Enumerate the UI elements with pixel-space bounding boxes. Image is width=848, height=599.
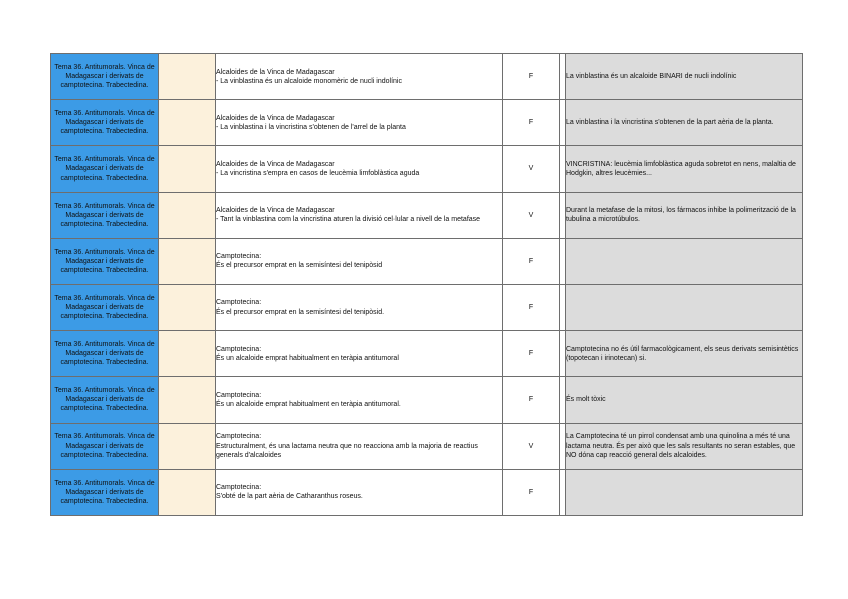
quiz-table — [50, 53, 803, 516]
question-title: Camptotecina: — [216, 299, 262, 307]
answer-cell: F — [503, 54, 560, 100]
blank-cell — [159, 469, 216, 515]
question-cell — [216, 284, 503, 330]
question-cell — [216, 54, 503, 100]
topic-cell: Tema 36. Antitumorals. Vinca de Madagascar i derivats de camptotecina. Trabectedina. — [51, 469, 159, 515]
question-cell — [216, 331, 503, 377]
blank-cell — [159, 192, 216, 238]
table-row — [51, 192, 803, 238]
topic-cell: Tema 36. Antitumorals. Vinca de Madagascar i derivats de camptotecina. Trabectedina. — [51, 146, 159, 192]
question-title: Alcaloides de la Vinca de Madagascar — [216, 207, 335, 215]
question-text: És el precursor emprat en la semisíntesi del tenipòsid — [216, 262, 383, 270]
answer-cell: V — [503, 192, 560, 238]
blank-cell — [159, 238, 216, 284]
answer-cell: V — [503, 423, 560, 469]
question-text: - La vinblastina i la vincristina s'obtenen de l'arrel de la planta — [216, 123, 406, 131]
question-text: És un alcaloide emprat habitualment en teràpia antitumoral — [216, 354, 399, 362]
question-text: - La vinblastina és un alcaloide monomèric de nucli indolínic — [216, 77, 402, 85]
explanation-cell — [566, 284, 803, 330]
explanation-cell — [566, 238, 803, 284]
blank-cell — [159, 100, 216, 146]
topic-cell: Tema 36. Antitumorals. Vinca de Madagascar i derivats de camptotecina. Trabectedina. — [51, 284, 159, 330]
explanation-cell: La vinblastina és un alcaloide BINARI de nucli indolínic — [566, 54, 803, 100]
question-title: Alcaloides de la Vinca de Madagascar — [216, 68, 335, 76]
question-title: Camptotecina: — [216, 433, 262, 441]
question-title: Alcaloides de la Vinca de Madagascar — [216, 114, 335, 122]
explanation-cell: La Camptotecina té un pirrol condensat amb una quinolina a més té una lactama neutra. És per això que les sals resultants no seran estables, que NO dóna cap reacció general dels alcaloides. — [566, 423, 803, 469]
question-title: Camptotecina: — [216, 253, 262, 261]
question-text: - La vincristina s'empra en casos de leucèmia limfoblàstica aguda — [216, 169, 420, 177]
question-cell — [216, 192, 503, 238]
question-text: S'obté de la part aèria de Catharanthus roseus. — [216, 493, 363, 501]
answer-cell: V — [503, 146, 560, 192]
question-cell — [216, 377, 503, 423]
blank-cell — [159, 377, 216, 423]
blank-cell — [159, 331, 216, 377]
question-text: - Tant la vinblastina com la vincristina aturen la divisió cel·lular a nivell de la metafase — [216, 216, 481, 224]
question-cell — [216, 238, 503, 284]
answer-cell: F — [503, 469, 560, 515]
question-text: És el precursor emprat en la semisíntesi del tenipòsid. — [216, 308, 385, 316]
blank-cell — [159, 146, 216, 192]
question-cell — [216, 469, 503, 515]
question-title: Camptotecina: — [216, 391, 262, 399]
blank-cell — [159, 423, 216, 469]
table-row — [51, 423, 803, 469]
table-row — [51, 100, 803, 146]
answer-cell: F — [503, 377, 560, 423]
topic-cell: Tema 36. Antitumorals. Vinca de Madagascar i derivats de camptotecina. Trabectedina. — [51, 238, 159, 284]
topic-cell: Tema 36. Antitumorals. Vinca de Madagascar i derivats de camptotecina. Trabectedina. — [51, 423, 159, 469]
question-cell — [216, 100, 503, 146]
explanation-cell: Camptotecina no és útil farmacològicament, els seus derivats semisintètics (topotecan i irinotecan) si. — [566, 331, 803, 377]
blank-cell — [159, 54, 216, 100]
topic-cell: Tema 36. Antitumorals. Vinca de Madagascar i derivats de camptotecina. Trabectedina. — [51, 377, 159, 423]
blank-cell — [159, 284, 216, 330]
answer-cell: F — [503, 100, 560, 146]
table-row — [51, 54, 803, 100]
explanation-cell: Durant la metafase de la mitosi, los fármacos inhibe la polimerització de la tubulina a microtúbulos. — [566, 192, 803, 238]
topic-cell: Tema 36. Antitumorals. Vinca de Madagascar i derivats de camptotecina. Trabectedina. — [51, 331, 159, 377]
table-row — [51, 146, 803, 192]
table-row — [51, 284, 803, 330]
topic-cell: Tema 36. Antitumorals. Vinca de Madagascar i derivats de camptotecina. Trabectedina. — [51, 54, 159, 100]
explanation-cell: És molt tòxic — [566, 377, 803, 423]
explanation-cell: La vinblastina i la vincristina s'obtenen de la part aèria de la planta. — [566, 100, 803, 146]
explanation-cell: VINCRISTINA: leucèmia limfoblàstica aguda sobretot en nens, malaltia de Hodgkin, altres leucèmies... — [566, 146, 803, 192]
question-title: Alcaloides de la Vinca de Madagascar — [216, 160, 335, 168]
explanation-cell — [566, 469, 803, 515]
question-title: Camptotecina: — [216, 484, 262, 492]
table-row — [51, 238, 803, 284]
answer-cell: F — [503, 238, 560, 284]
table-row — [51, 377, 803, 423]
question-text: Estructuralment, és una lactama neutra que no reacciona amb la majoria de reactius generals d'alcaloides — [216, 442, 478, 459]
topic-cell: Tema 36. Antitumorals. Vinca de Madagascar i derivats de camptotecina. Trabectedina. — [51, 100, 159, 146]
answer-cell: F — [503, 284, 560, 330]
question-text: És un alcaloide emprat habitualment en teràpia antitumoral. — [216, 400, 401, 408]
question-cell — [216, 423, 503, 469]
answer-cell: F — [503, 331, 560, 377]
quiz-table-body — [51, 54, 803, 516]
question-cell — [216, 146, 503, 192]
table-row — [51, 469, 803, 515]
table-row — [51, 331, 803, 377]
topic-cell: Tema 36. Antitumorals. Vinca de Madagascar i derivats de camptotecina. Trabectedina. — [51, 192, 159, 238]
question-title: Camptotecina: — [216, 345, 262, 353]
